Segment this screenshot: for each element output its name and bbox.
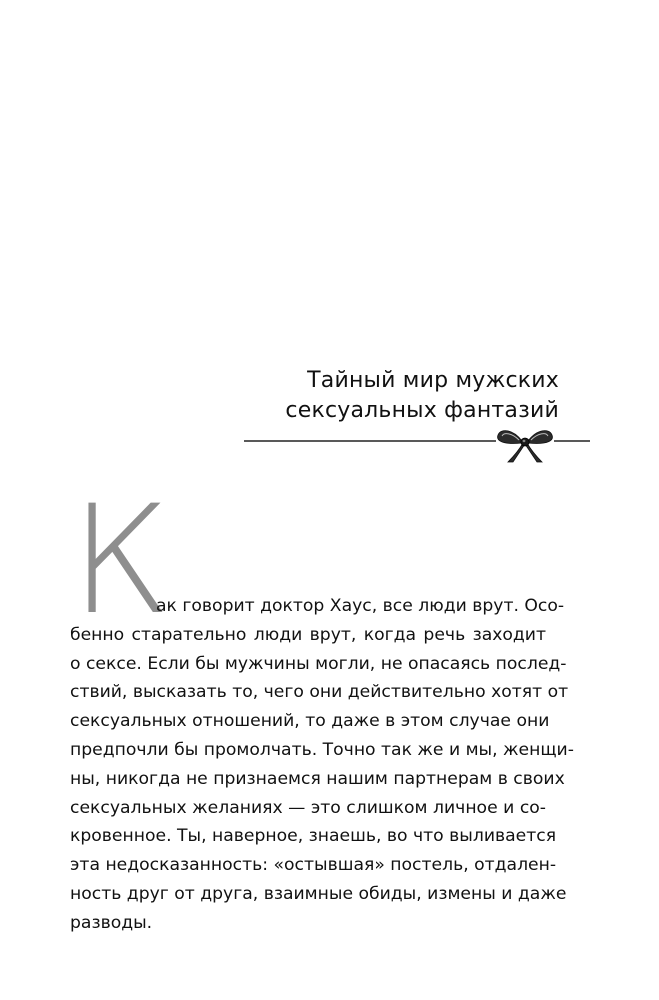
text-line: бенно старательно люди врут, когда речь заходит [70, 624, 546, 645]
bow-icon [498, 431, 553, 462]
text-line: разводы. [70, 912, 153, 933]
text-line: кровенное. Ты, наверное, знаешь, во что выливается [70, 826, 557, 847]
title-divider [244, 424, 590, 464]
text-line: ны, никогда не признаемся нашим партнерам в своих [70, 768, 565, 789]
text-line: сексуальных желаниях — это слишком личное и со- [70, 797, 546, 818]
text-line: сексуальных отношений, то даже в этом случае они [70, 711, 550, 732]
text-line: предпочли бы промолчать. Точно так же и мы, женщи- [70, 739, 574, 760]
chapter-title-line-1: Тайный мир мужских [307, 368, 559, 393]
text-line: ствий, высказать то, чего они действительно хотят от [70, 682, 569, 703]
body-paragraph [70, 592, 574, 938]
chapter-title [159, 366, 559, 426]
text-line: ность друг от друга, взаимные обиды, измены и даже [70, 883, 567, 904]
text-line: ак говорит доктор Хаус, все люди врут. Осо- [156, 596, 565, 616]
drop-cap: К [70, 474, 172, 648]
text-line: эта недосказанность: «остывшая» постель, отдален- [70, 855, 557, 876]
text-line: о сексе. Если бы мужчины могли, не опасаясь послед- [70, 653, 567, 674]
chapter-title-line-2: сексуальных фантазий [285, 398, 559, 423]
